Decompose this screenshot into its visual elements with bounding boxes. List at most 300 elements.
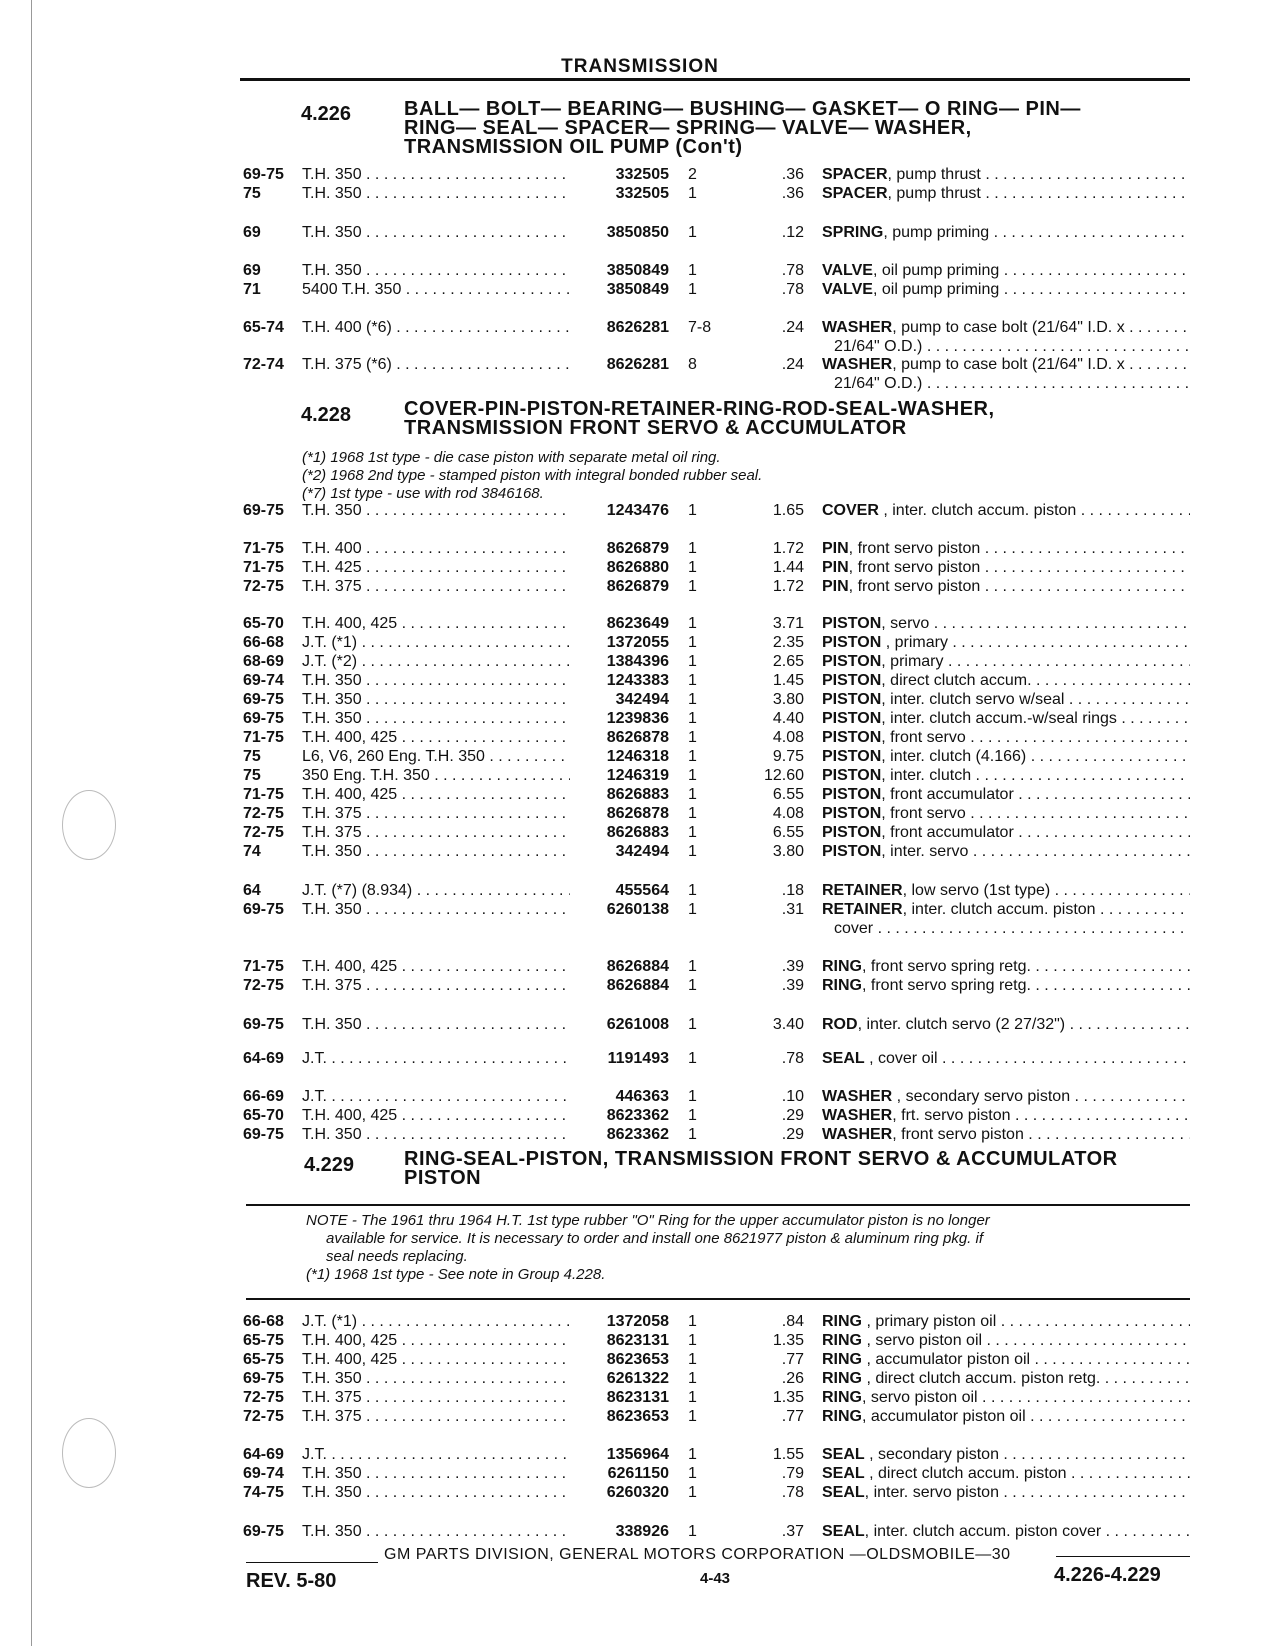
model-application: T.H. 375 . . . — [302, 1408, 570, 1426]
table-row — [0, 748, 1280, 767]
model-year: 64-69 — [243, 1050, 284, 1067]
quantity: 1 — [688, 559, 697, 576]
part-detail: , direct clutch accum. — [881, 672, 1032, 689]
part-name: SPACER — [822, 166, 888, 183]
model-application: T.H. 350 . . . — [302, 166, 570, 184]
model-year: 71-75 — [243, 540, 284, 557]
part-detail: , front servo spring retg. — [862, 958, 1031, 975]
revision-label: REV. 5-80 — [246, 1570, 337, 1592]
model-year: 71-75 — [243, 729, 284, 746]
part-description — [822, 224, 1190, 242]
table-row-continuation — [0, 338, 1280, 357]
price: .18 — [781, 882, 804, 899]
part-name: RING — [822, 1313, 862, 1330]
price: .79 — [781, 1465, 804, 1482]
part-description — [822, 882, 1190, 900]
model-application: T.H. 400, 425 . . . — [302, 786, 570, 804]
part-number: 8626281 — [606, 319, 669, 336]
model-year: 72-75 — [243, 805, 284, 822]
table-row — [0, 958, 1280, 977]
part-name: SPACER — [822, 185, 888, 202]
price: 2.35 — [772, 634, 804, 651]
part-detail: , direct clutch accum. piston — [864, 1465, 1067, 1482]
part-description — [822, 748, 1190, 766]
part-detail: , servo piston oil — [862, 1332, 983, 1349]
footer-rule-right — [1056, 1556, 1190, 1557]
model-application: T.H. 375 . . . — [302, 1389, 570, 1407]
model-application: T.H. 400 (*6) . . . — [302, 319, 570, 337]
price: .77 — [781, 1408, 804, 1425]
part-number: 455564 — [615, 882, 669, 899]
price: .29 — [781, 1126, 804, 1143]
part-detail: , inter. clutch servo (2 27/32") — [857, 1016, 1066, 1033]
table-row — [0, 356, 1280, 375]
table-row — [0, 767, 1280, 786]
quantity: 1 — [688, 1446, 697, 1463]
part-description — [822, 1408, 1190, 1426]
price: .77 — [781, 1351, 804, 1368]
part-number: 3850850 — [606, 224, 669, 241]
part-description — [822, 977, 1190, 995]
model-application: T.H. 350 . . . — [302, 224, 570, 242]
model-application: J.T. (*2) . . . — [302, 653, 570, 671]
table-row — [0, 502, 1280, 521]
part-number: 338926 — [615, 1523, 669, 1540]
part-description — [822, 729, 1190, 747]
table-row — [0, 281, 1280, 300]
part-number: 6261150 — [607, 1465, 669, 1482]
quantity: 1 — [688, 805, 697, 822]
price: .78 — [781, 1484, 804, 1501]
quantity: 1 — [688, 691, 697, 708]
part-name: PISTON — [822, 843, 882, 860]
part-detail: , primary — [881, 653, 944, 670]
part-description — [822, 185, 1190, 203]
part-number: 332505 — [615, 166, 669, 183]
table-row-continuation — [0, 375, 1280, 394]
table-row — [0, 824, 1280, 843]
price: .78 — [781, 262, 804, 279]
section-number: 4.226 — [301, 103, 352, 125]
part-number: 8623131 — [606, 1332, 669, 1349]
part-name: PIN — [822, 578, 849, 595]
price: .39 — [781, 958, 804, 975]
model-application: T.H. 400, 425 . . . — [302, 615, 570, 633]
model-application: T.H. 350 . . . — [302, 1465, 570, 1483]
price: 3.80 — [772, 691, 804, 708]
quantity: 1 — [688, 882, 697, 899]
part-name: SEAL — [822, 1050, 865, 1067]
part-description — [822, 262, 1190, 280]
model-year: 65-75 — [243, 1332, 284, 1349]
page-number: 4-43 — [700, 1570, 731, 1587]
price: .10 — [781, 1088, 804, 1105]
part-description — [822, 1126, 1190, 1144]
model-year: 72-75 — [243, 1389, 284, 1406]
note-rule-bottom — [246, 1298, 1190, 1300]
table-row — [0, 977, 1280, 996]
price: .36 — [781, 185, 804, 202]
model-application: T.H. 350 . . . — [302, 1370, 570, 1388]
part-name: PISTON — [822, 634, 882, 651]
model-year: 71-75 — [243, 786, 284, 803]
price: .78 — [781, 1050, 804, 1067]
quantity: 2 — [688, 166, 697, 183]
part-description — [822, 1370, 1190, 1388]
part-number: 1246319 — [606, 767, 669, 784]
part-number: 1239836 — [606, 710, 669, 727]
model-year: 69 — [243, 224, 261, 241]
model-year: 71 — [243, 281, 261, 298]
part-number: 8626880 — [606, 559, 669, 576]
model-year: 69-74 — [243, 672, 284, 689]
quantity: 1 — [688, 1313, 697, 1330]
model-year: 65-75 — [243, 1351, 284, 1368]
model-year: 72-75 — [243, 824, 284, 841]
model-year: 75 — [243, 767, 261, 784]
part-detail: , oil pump priming — [872, 281, 1000, 298]
table-row — [0, 559, 1280, 578]
part-description — [822, 901, 1190, 919]
quantity: 8 — [688, 356, 697, 373]
part-number: 1246318 — [606, 748, 669, 765]
part-detail: , front servo spring retg. — [862, 977, 1031, 994]
model-year: 65-70 — [243, 615, 284, 632]
model-year: 69-75 — [243, 166, 284, 183]
part-description-continued: cover . . . — [834, 920, 1190, 938]
model-application: J.T. (*7) (8.934) . . . — [302, 882, 570, 900]
model-application: J.T. (*1) . . . — [302, 634, 570, 652]
model-year: 71-75 — [243, 559, 284, 576]
footer-text: GM PARTS DIVISION, GENERAL MOTORS CORPORATION —OLDSMOBILE—30 — [384, 1546, 1011, 1563]
model-application: T.H. 400 . . . — [302, 540, 570, 558]
part-detail: , inter. clutch (4.166) — [881, 748, 1027, 765]
quantity: 1 — [688, 540, 697, 557]
model-application: T.H. 350 . . . — [302, 1484, 570, 1502]
model-application: T.H. 400, 425 . . . — [302, 958, 570, 976]
part-number: 342494 — [615, 691, 669, 708]
table-row — [0, 805, 1280, 824]
part-detail: , pump to case bolt (21/64" I.D. x — [892, 319, 1125, 336]
section-number: 4.228 — [301, 404, 352, 426]
price: 1.44 — [772, 559, 804, 576]
model-application: T.H. 400, 425 . . . — [302, 729, 570, 747]
part-description — [822, 1332, 1190, 1350]
part-description — [822, 1446, 1190, 1464]
price: .24 — [781, 319, 804, 336]
part-name: SEAL — [822, 1465, 865, 1482]
part-name: PISTON — [822, 710, 882, 727]
price: .84 — [781, 1313, 804, 1330]
quantity: 1 — [688, 901, 697, 918]
part-detail: , inter. clutch accum. piston — [902, 901, 1096, 918]
part-detail: , front servo — [881, 729, 966, 746]
part-name: RING — [822, 958, 862, 975]
quantity: 1 — [688, 958, 697, 975]
part-number: 8623653 — [606, 1408, 669, 1425]
model-year: 72-75 — [243, 578, 284, 595]
part-name: PISTON — [822, 786, 882, 803]
price: 1.72 — [772, 540, 804, 557]
part-detail: , inter. servo piston — [864, 1484, 999, 1501]
part-description — [822, 502, 1190, 520]
quantity: 7-8 — [688, 319, 712, 336]
price: .29 — [781, 1107, 804, 1124]
model-year: 72-74 — [243, 356, 284, 373]
quantity: 1 — [688, 786, 697, 803]
part-description-continued: 21/64" O.D.) . . . — [834, 338, 1190, 356]
section-title: BALL— BOLT— BEARING— BUSHING— GASKET— O RING— PIN— RING— SEAL— SPACER— SPRING— VALVE— WASHER, TRANSMISSION OIL PUMP (Con't) — [404, 98, 1081, 158]
model-year: 69-75 — [243, 691, 284, 708]
quantity: 1 — [688, 843, 697, 860]
model-year: 65-70 — [243, 1107, 284, 1124]
part-description — [822, 1107, 1190, 1125]
table-row — [0, 1016, 1280, 1035]
model-application: T.H. 350 . . . — [302, 691, 570, 709]
part-name: RING — [822, 977, 862, 994]
price: 6.55 — [772, 786, 804, 803]
price: 1.45 — [772, 672, 804, 689]
part-detail: , cover oil — [864, 1050, 938, 1067]
table-row — [0, 540, 1280, 559]
part-description — [822, 691, 1190, 709]
part-detail: , pump priming — [883, 224, 990, 241]
part-detail: , front accumulator — [881, 824, 1014, 841]
part-number: 1384396 — [606, 653, 669, 670]
model-application: T.H. 350 . . . — [302, 502, 570, 520]
table-row — [0, 691, 1280, 710]
part-description — [822, 1389, 1190, 1407]
part-name: PISTON — [822, 729, 882, 746]
quantity: 1 — [688, 1370, 697, 1387]
part-description — [822, 1351, 1190, 1369]
part-number: 6261008 — [606, 1016, 669, 1033]
price: 4.08 — [772, 729, 804, 746]
table-row — [0, 1408, 1280, 1427]
model-application: J.T. (*1) . . . — [302, 1313, 570, 1331]
part-detail: , pump thrust — [887, 166, 981, 183]
part-name: PISTON — [822, 653, 882, 670]
part-detail: , low servo (1st type) — [902, 882, 1051, 899]
part-detail: , pump to case bolt (21/64" I.D. x — [892, 356, 1125, 373]
part-name: PIN — [822, 540, 849, 557]
part-name: PISTON — [822, 767, 882, 784]
price: .39 — [781, 977, 804, 994]
part-name: WASHER — [822, 1088, 893, 1105]
part-name: SEAL — [822, 1484, 865, 1501]
part-detail: , inter. clutch — [881, 767, 972, 784]
quantity: 1 — [688, 748, 697, 765]
table-row — [0, 1465, 1280, 1484]
quantity: 1 — [688, 1351, 697, 1368]
table-row-continuation — [0, 920, 1280, 939]
table-row — [0, 729, 1280, 748]
model-application: J.T. . . . — [302, 1446, 570, 1464]
table-row — [0, 710, 1280, 729]
part-name: WASHER — [822, 319, 893, 336]
part-description — [822, 559, 1190, 577]
price: 6.55 — [772, 824, 804, 841]
model-application: T.H. 350 . . . — [302, 1126, 570, 1144]
quantity: 1 — [688, 185, 697, 202]
model-year: 64-69 — [243, 1446, 284, 1463]
model-year: 68-69 — [243, 653, 284, 670]
part-number: 3850849 — [606, 262, 669, 279]
model-application: T.H. 375 . . . — [302, 977, 570, 995]
table-row — [0, 786, 1280, 805]
part-description — [822, 1465, 1190, 1483]
model-application: T.H. 375 (*6) . . . — [302, 356, 570, 374]
part-description — [822, 1523, 1190, 1541]
table-row — [0, 615, 1280, 634]
part-description — [822, 1088, 1190, 1106]
price: 9.75 — [772, 748, 804, 765]
part-name: WASHER — [822, 356, 893, 373]
part-description — [822, 958, 1190, 976]
part-detail: , front accumulator — [881, 786, 1014, 803]
price: 1.65 — [772, 502, 804, 519]
part-number: 3850849 — [606, 281, 669, 298]
quantity: 1 — [688, 1088, 697, 1105]
model-application: J.T. . . . — [302, 1050, 570, 1068]
part-name: SPRING — [822, 224, 884, 241]
part-number: 8626879 — [606, 578, 669, 595]
table-row — [0, 1126, 1280, 1145]
part-name: SEAL — [822, 1523, 865, 1540]
part-detail: , oil pump priming — [872, 262, 1000, 279]
part-number: 6260320 — [606, 1484, 669, 1501]
table-row — [0, 1088, 1280, 1107]
model-year: 69-75 — [243, 710, 284, 727]
part-number: 8626878 — [606, 805, 669, 822]
part-description — [822, 824, 1190, 842]
table-row — [0, 224, 1280, 243]
part-name: PISTON — [822, 805, 882, 822]
part-description — [822, 166, 1190, 184]
part-detail: , inter. clutch accum.-w/seal rings — [881, 710, 1117, 727]
part-description — [822, 615, 1190, 633]
quantity: 1 — [688, 1465, 697, 1482]
part-number: 8626883 — [606, 824, 669, 841]
part-number: 8626883 — [606, 786, 669, 803]
table-row — [0, 166, 1280, 185]
part-number: 8623131 — [606, 1389, 669, 1406]
part-name: PIN — [822, 559, 849, 576]
quantity: 1 — [688, 224, 697, 241]
part-description — [822, 843, 1190, 861]
quantity: 1 — [688, 729, 697, 746]
part-description — [822, 653, 1190, 671]
part-description — [822, 805, 1190, 823]
part-number: 1243476 — [606, 502, 669, 519]
part-description — [822, 356, 1190, 374]
part-description — [822, 1313, 1190, 1331]
part-detail: , frt. servo piston — [892, 1107, 1011, 1124]
part-name: RING — [822, 1389, 862, 1406]
part-name: ROD — [822, 1016, 858, 1033]
model-application: T.H. 350 . . . — [302, 1523, 570, 1541]
model-year: 69-75 — [243, 1126, 284, 1143]
part-number: 8626879 — [606, 540, 669, 557]
model-application: T.H. 375 . . . — [302, 805, 570, 823]
part-detail: , primary piston oil — [862, 1313, 997, 1330]
part-detail: , inter. clutch accum. piston — [878, 502, 1077, 519]
quantity: 1 — [688, 672, 697, 689]
part-name: VALVE — [822, 281, 873, 298]
part-number: 8626884 — [606, 958, 669, 975]
part-name: RING — [822, 1370, 862, 1387]
part-description — [822, 540, 1190, 558]
table-row — [0, 578, 1280, 597]
table-row — [0, 1050, 1280, 1069]
model-year: 69-75 — [243, 1016, 284, 1033]
part-description — [822, 710, 1190, 728]
model-year: 71-75 — [243, 958, 284, 975]
part-number: 332505 — [615, 185, 669, 202]
part-number: 1243383 — [606, 672, 669, 689]
price: .31 — [781, 901, 804, 918]
part-detail: , primary — [881, 634, 948, 651]
part-detail: , inter. clutch accum. piston cover — [864, 1523, 1102, 1540]
price: 12.60 — [763, 767, 804, 784]
model-application: T.H. 375 . . . — [302, 578, 570, 596]
part-detail: , secondary piston — [864, 1446, 999, 1463]
table-row — [0, 1446, 1280, 1465]
table-row — [0, 634, 1280, 653]
model-application: T.H. 350 . . . — [302, 262, 570, 280]
part-description — [822, 634, 1190, 652]
model-year: 75 — [243, 185, 261, 202]
price: 4.08 — [772, 805, 804, 822]
table-row — [0, 1370, 1280, 1389]
quantity: 1 — [688, 262, 697, 279]
part-name: RING — [822, 1408, 862, 1425]
model-year: 69-74 — [243, 1465, 284, 1482]
quantity: 1 — [688, 1050, 697, 1067]
part-number: 6260138 — [606, 901, 669, 918]
model-application: T.H. 350 . . . — [302, 901, 570, 919]
quantity: 1 — [688, 1107, 697, 1124]
model-application: T.H. 350 . . . — [302, 710, 570, 728]
model-year: 66-69 — [243, 1088, 284, 1105]
model-application: T.H. 350 . . . — [302, 185, 570, 203]
part-detail: , pump thrust — [887, 185, 981, 202]
price: .36 — [781, 166, 804, 183]
part-detail: , front servo piston — [848, 578, 981, 595]
price: 3.80 — [772, 843, 804, 860]
part-number: 8623362 — [606, 1126, 669, 1143]
model-application: T.H. 350 . . . — [302, 843, 570, 861]
part-name: PISTON — [822, 691, 882, 708]
table-row — [0, 185, 1280, 204]
part-detail: , direct clutch accum. piston retg. — [862, 1370, 1101, 1387]
model-application: T.H. 350 . . . — [302, 1016, 570, 1034]
table-row — [0, 1351, 1280, 1370]
model-application: T.H. 425 . . . — [302, 559, 570, 577]
model-application: T.H. 400, 425 . . . — [302, 1351, 570, 1369]
part-detail: , inter. clutch servo w/seal — [881, 691, 1065, 708]
table-row — [0, 653, 1280, 672]
part-name: PISTON — [822, 824, 882, 841]
model-year: 74 — [243, 843, 261, 860]
model-year: 69-75 — [243, 901, 284, 918]
table-row — [0, 1332, 1280, 1351]
part-number: 8626281 — [606, 356, 669, 373]
model-year: 74-75 — [243, 1484, 284, 1501]
model-year: 75 — [243, 748, 261, 765]
quantity: 1 — [688, 1408, 697, 1425]
part-name: PISTON — [822, 748, 882, 765]
